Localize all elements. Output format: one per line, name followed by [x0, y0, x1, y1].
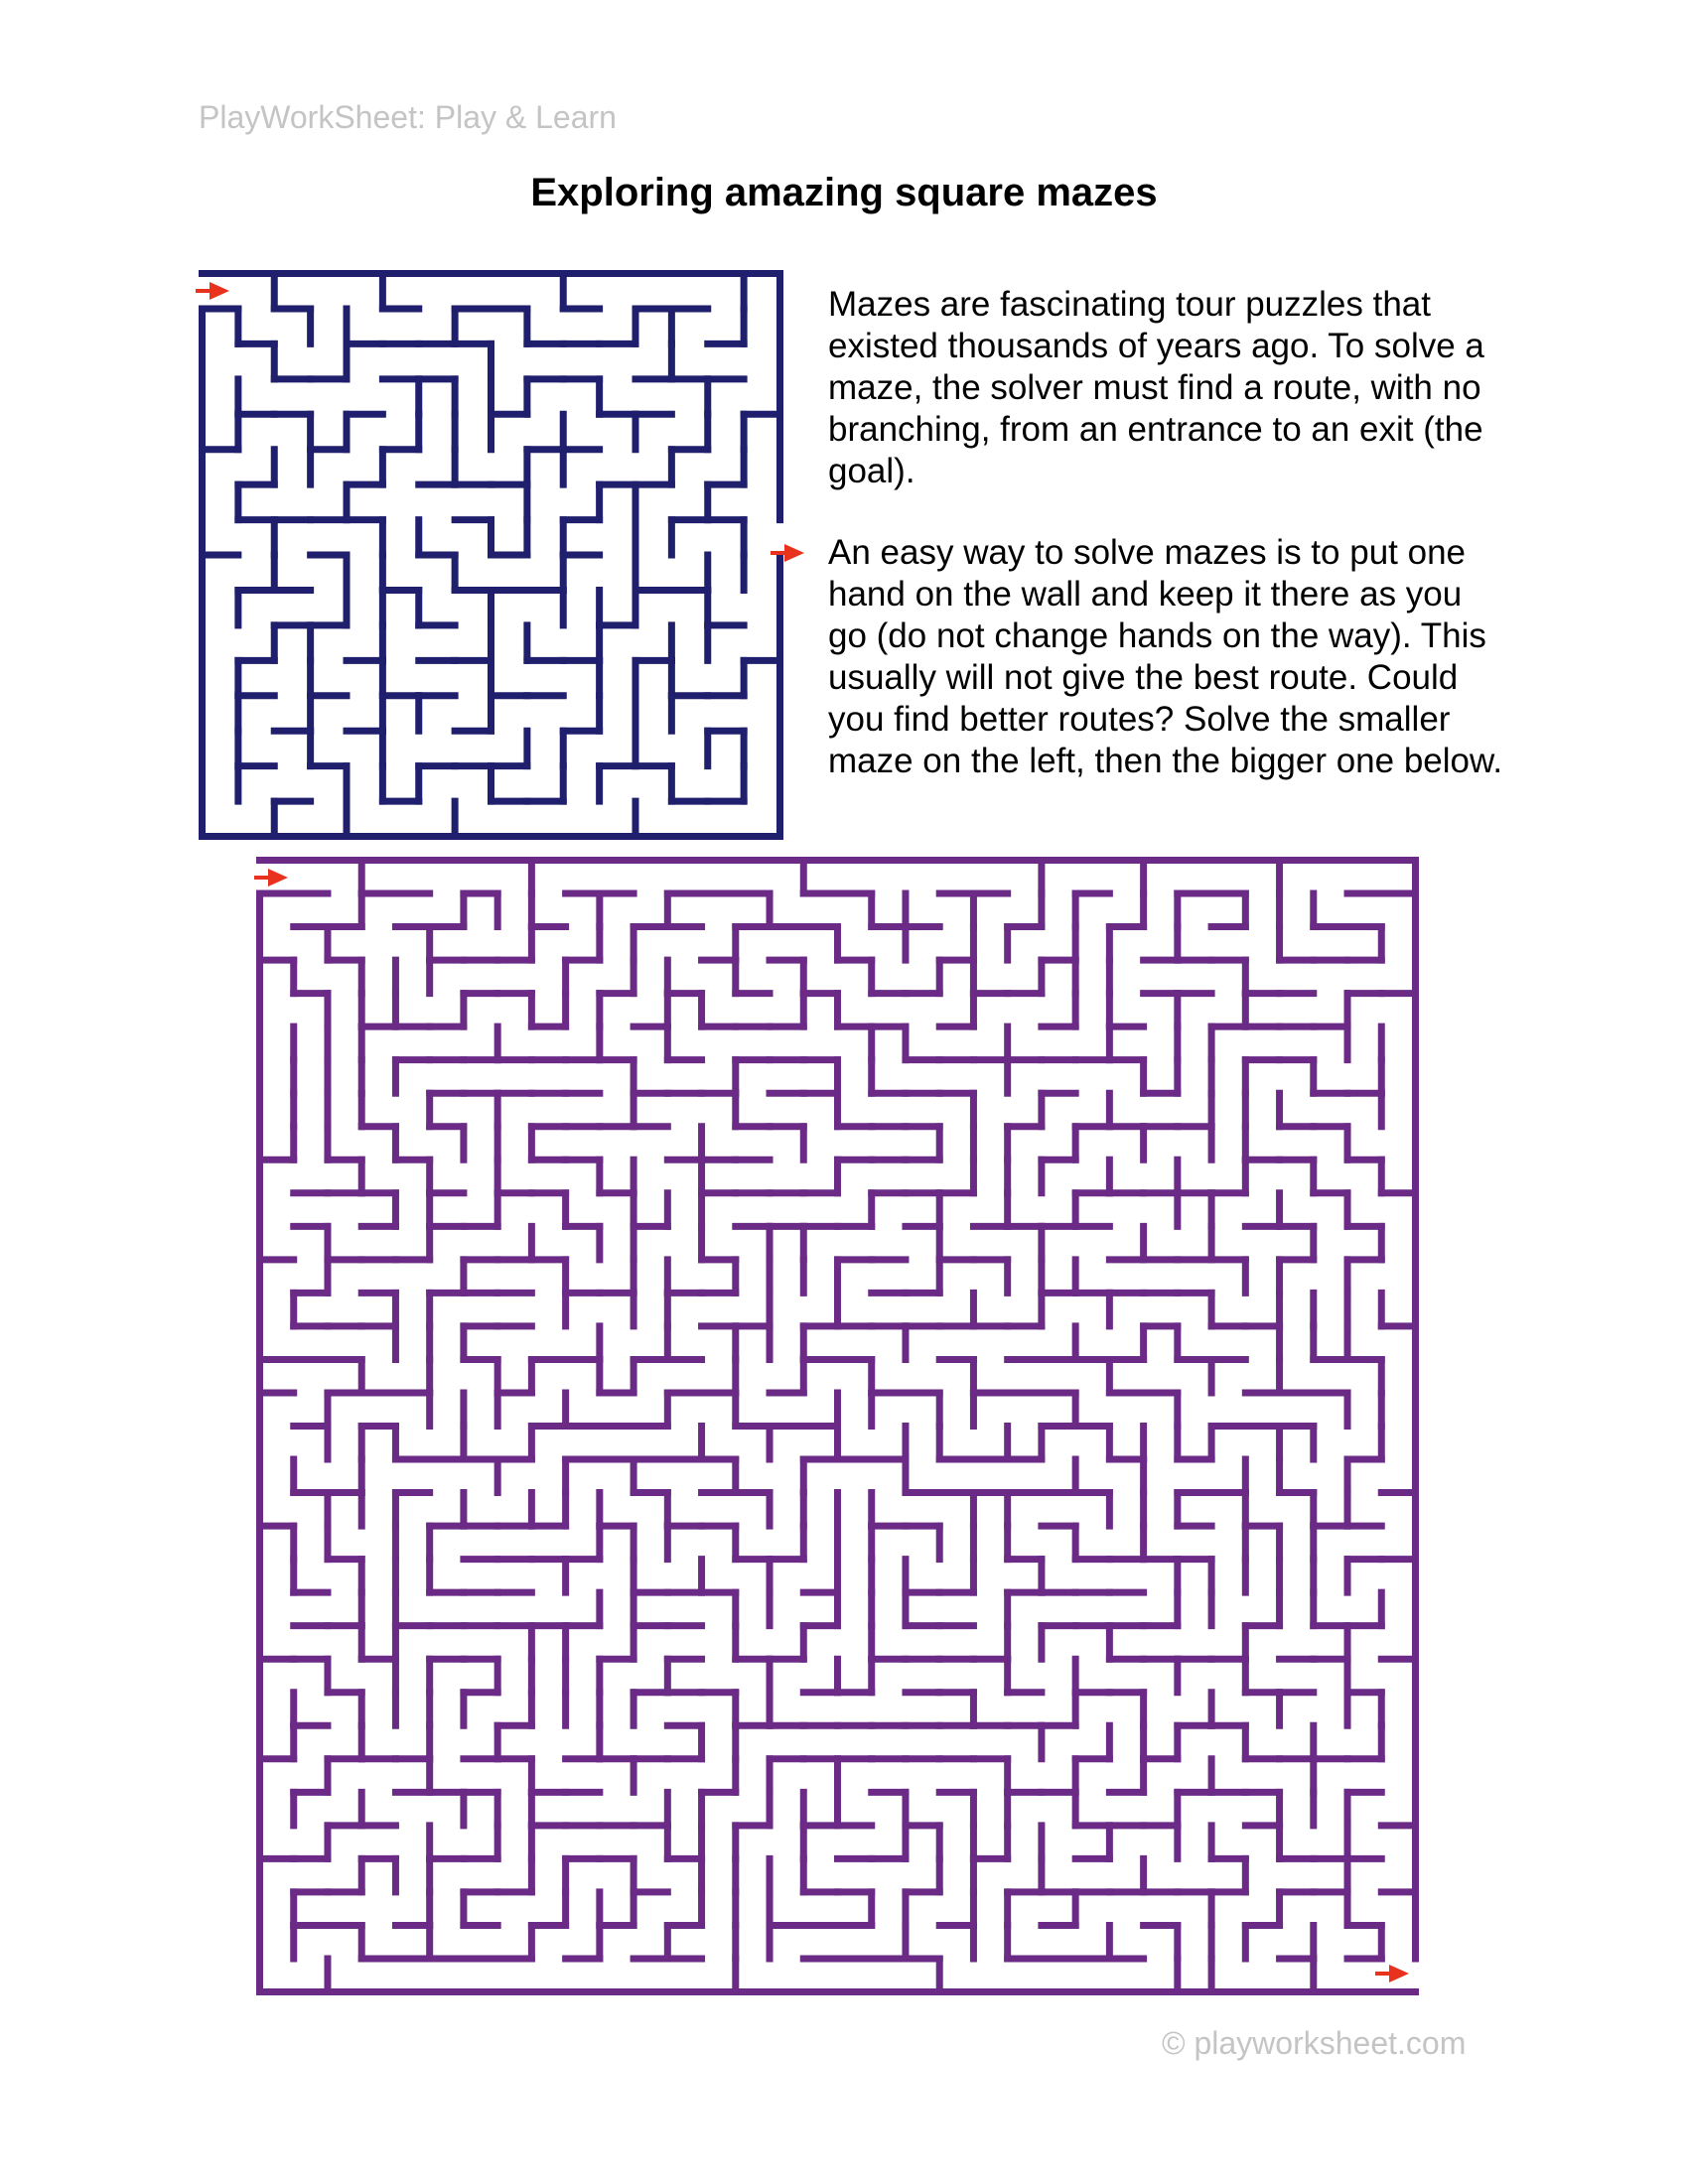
- intro-paragraph-2: An easy way to solve mazes is to put one hand on the wall and keep it there as you go (do not change hands on the way). This usually will not give the best route. Could you find better routes? Solve the smaller maze on the left, then the bigger one below.: [828, 533, 1503, 780]
- large-maze[interactable]: [256, 857, 1420, 1996]
- large-maze-exit-arrow-icon: [1375, 1963, 1409, 1984]
- small-maze[interactable]: [199, 270, 784, 841]
- footer-copyright: © playworksheet.com: [1162, 2025, 1467, 2061]
- header-brand: PlayWorkSheet: Play & Learn: [199, 99, 617, 135]
- small-maze-exit-arrow-icon: [771, 542, 804, 564]
- intro-text: [828, 284, 1503, 822]
- intro-paragraph-1: Mazes are fascinating tour puzzles that existed thousands of years ago. To solve a maze, the solver must find a route, with no branching, from an entrance to an exit (the goal).: [828, 285, 1484, 490]
- page-title: Exploring amazing square mazes: [530, 171, 1158, 214]
